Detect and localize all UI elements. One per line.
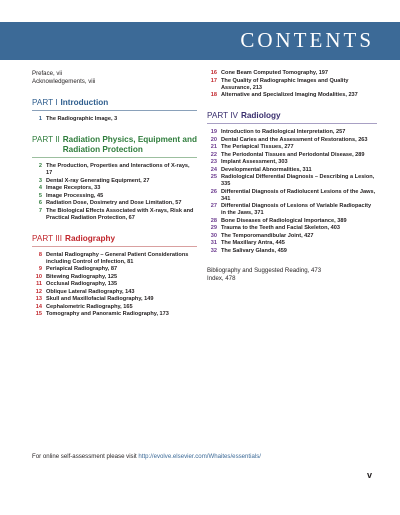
chapter-entry[interactable] [207,174,377,188]
part-label: PART IV [207,111,238,120]
chapter-number: 3 [38,177,42,184]
chapter-entry[interactable] [32,116,197,123]
chapter-number: 7 [38,207,42,214]
chapter-entry[interactable] [207,137,377,144]
chapter-entry[interactable] [207,225,377,232]
chapter-title: The Periapical Tissues, 277 [221,144,294,150]
chapter-number: 6 [38,200,42,206]
chapter-number: 27 [210,203,217,209]
page-number: v [366,470,372,480]
chapter-title: Trauma to the Teeth and Facial Skeleton, 403 [221,225,340,231]
chapter-number: 28 [210,217,217,224]
right-column [207,70,377,283]
chapter-title: Dental Caries and the Assessment of Restorations, 263 [221,136,368,143]
chapter-entry[interactable] [32,252,197,266]
chapter-number: 9 [38,266,42,272]
chapter-title: Periapical Radiography, 87 [46,266,118,272]
chapter-number: 32 [210,247,217,254]
front-matter [32,70,197,86]
chapter-title: Introduction to Radiological Interpretation, 257 [221,129,346,135]
chapter-number: 15 [35,311,42,317]
chapter-entry[interactable] [207,189,377,203]
chapter-title: Skull and Maxillofacial Radiography, 149 [46,296,154,302]
chapter-title: Developmental Abnormalities, 311 [221,166,312,173]
chapter-title: The Quality of Radiographic Images and Quality Assurance, 213 [221,77,349,91]
chapter-number: 16 [210,70,217,76]
front-matter-item[interactable]: Preface, vii [32,70,63,77]
chapter-entry[interactable] [32,281,197,288]
chapter-entry[interactable] [32,289,197,296]
chapter-entry[interactable] [32,178,197,185]
chapter-title: Cephalometric Radiography, 165 [46,303,133,310]
part-heading [32,234,197,247]
chapter-entry[interactable] [207,203,377,217]
chapter-title: Tomography and Panoramic Radiography, 173 [46,311,169,317]
chapter-entry[interactable] [207,92,377,99]
chapter-entry[interactable] [207,129,377,136]
chapter-number: 31 [210,240,217,246]
chapter-number: 4 [38,185,42,191]
left-column [32,70,197,319]
chapter-number: 8 [38,251,42,258]
chapter-number: 30 [210,232,217,239]
chapter-title: Implant Assessment, 303 [221,159,288,165]
chapter-number: 12 [35,288,42,295]
chapter-number: 18 [210,92,217,98]
chapter-entry[interactable] [32,193,197,200]
chapter-number: 10 [35,273,42,280]
contents-banner [0,22,400,60]
chapter-title: Image Receptors, 33 [46,185,101,191]
chapter-number: 29 [210,225,217,231]
part-title: Radiation Physics, Equipment and Radiation Protection [62,135,197,154]
chapter-entry[interactable] [207,144,377,151]
chapter-number: 14 [35,303,42,310]
chapter-entry[interactable] [207,78,377,92]
part-title: Radiology [240,111,281,120]
chapter-title: Differential Diagnosis of Radiolucent Lesions of the Jaws, 341 [221,188,376,202]
chapter-title: Alternative and Specialized Imaging Modalities, 237 [221,92,358,98]
chapter-title: The Periodontal Tissues and Periodontal Disease, 289 [221,151,365,158]
chapter-entry[interactable] [32,311,197,318]
chapter-title: Dental X-ray Generating Equipment, 27 [46,177,150,184]
chapter-entry[interactable] [207,240,377,247]
chapter-number: 5 [38,192,42,199]
chapter-title: Bone Diseases of Radiological Importance, 389 [221,217,347,224]
chapter-number: 2 [38,163,42,169]
chapter-number: 20 [210,136,217,143]
chapter-entry[interactable] [32,304,197,311]
chapter-title: The Maxillary Antra, 445 [221,240,285,246]
part-heading [32,98,197,111]
chapter-number: 23 [210,159,217,165]
footer-text: For online self-assessment please visit [32,453,139,460]
chapter-entry[interactable] [207,218,377,225]
chapter-entry[interactable] [207,159,377,166]
part-heading [32,135,197,158]
chapter-title: The Production, Properties and Interactions of X-rays, 17 [46,163,190,176]
chapter-entry[interactable] [32,266,197,273]
back-matter [207,267,377,283]
part-label: PART III [32,233,63,243]
footer-note [32,453,261,460]
chapter-number: 21 [210,144,217,150]
chapter-number: 11 [36,281,42,287]
chapter-title: Oblique Lateral Radiography, 143 [46,288,135,295]
chapter-title: The Temporomandibular Joint, 427 [221,232,314,239]
chapter-number: 1 [38,116,42,122]
chapter-entry[interactable] [32,185,197,192]
chapter-entry[interactable] [32,200,197,207]
chapter-title: Cone Beam Computed Tomography, 197 [221,70,329,76]
front-matter-item[interactable]: Acknowledgements, viii [32,78,96,85]
chapter-title: Occlusal Radiography, 135 [46,281,118,287]
chapter-title: Bitewing Radiography, 125 [46,273,118,280]
chapter-title: The Radiographic Image, 3 [46,116,118,122]
part-label: PART I [32,98,58,107]
chapter-entry[interactable] [207,167,377,174]
part-title: Radiography [65,233,116,243]
chapter-title: Radiological Differential Diagnosis – Describing a Lesion, 335 [221,174,375,187]
back-matter-item[interactable]: Index, 478 [207,274,236,282]
chapter-title: Dental Radiography – General Patient Considerations including Control of Infection, 81 [46,251,189,265]
chapter-title: The Biological Effects Associated with X-rays, Risk and Practical Radiation Protection, 67 [46,207,194,221]
chapter-entry[interactable] [207,152,377,159]
chapter-entry[interactable] [32,208,197,222]
footer-link[interactable]: http://evolve.elsevier.com/Whaites/essentials/ [138,453,261,460]
chapter-number: 22 [210,151,217,158]
part-label: PART II [32,135,60,144]
back-matter-item[interactable]: Bibliography and Suggested Reading, 473 [207,266,322,274]
chapter-entry[interactable] [32,163,197,177]
chapter-title: Image Processing, 45 [46,192,104,199]
chapter-number: 25 [210,174,217,180]
chapter-entry[interactable] [207,248,377,255]
chapter-title: Radiation Dose, Dosimetry and Dose Limitation, 57 [46,200,182,206]
chapter-title: The Salivary Glands, 459 [221,247,287,254]
chapter-entry[interactable] [207,233,377,240]
chapter-entry[interactable] [32,274,197,281]
chapter-number: 24 [210,166,217,173]
chapter-number: 19 [210,129,217,135]
chapter-entry[interactable] [207,70,377,77]
chapter-number: 17 [210,77,217,84]
chapter-entry[interactable] [32,296,197,303]
chapter-number: 26 [210,188,217,195]
chapter-title: Differential Diagnosis of Lesions of Variable Radiopacity in the Jaws, 371 [221,203,372,216]
part-heading [207,111,377,124]
page-title: CONTENTS [240,28,374,52]
chapter-number: 13 [35,296,42,302]
part-title: Introduction [60,98,109,107]
